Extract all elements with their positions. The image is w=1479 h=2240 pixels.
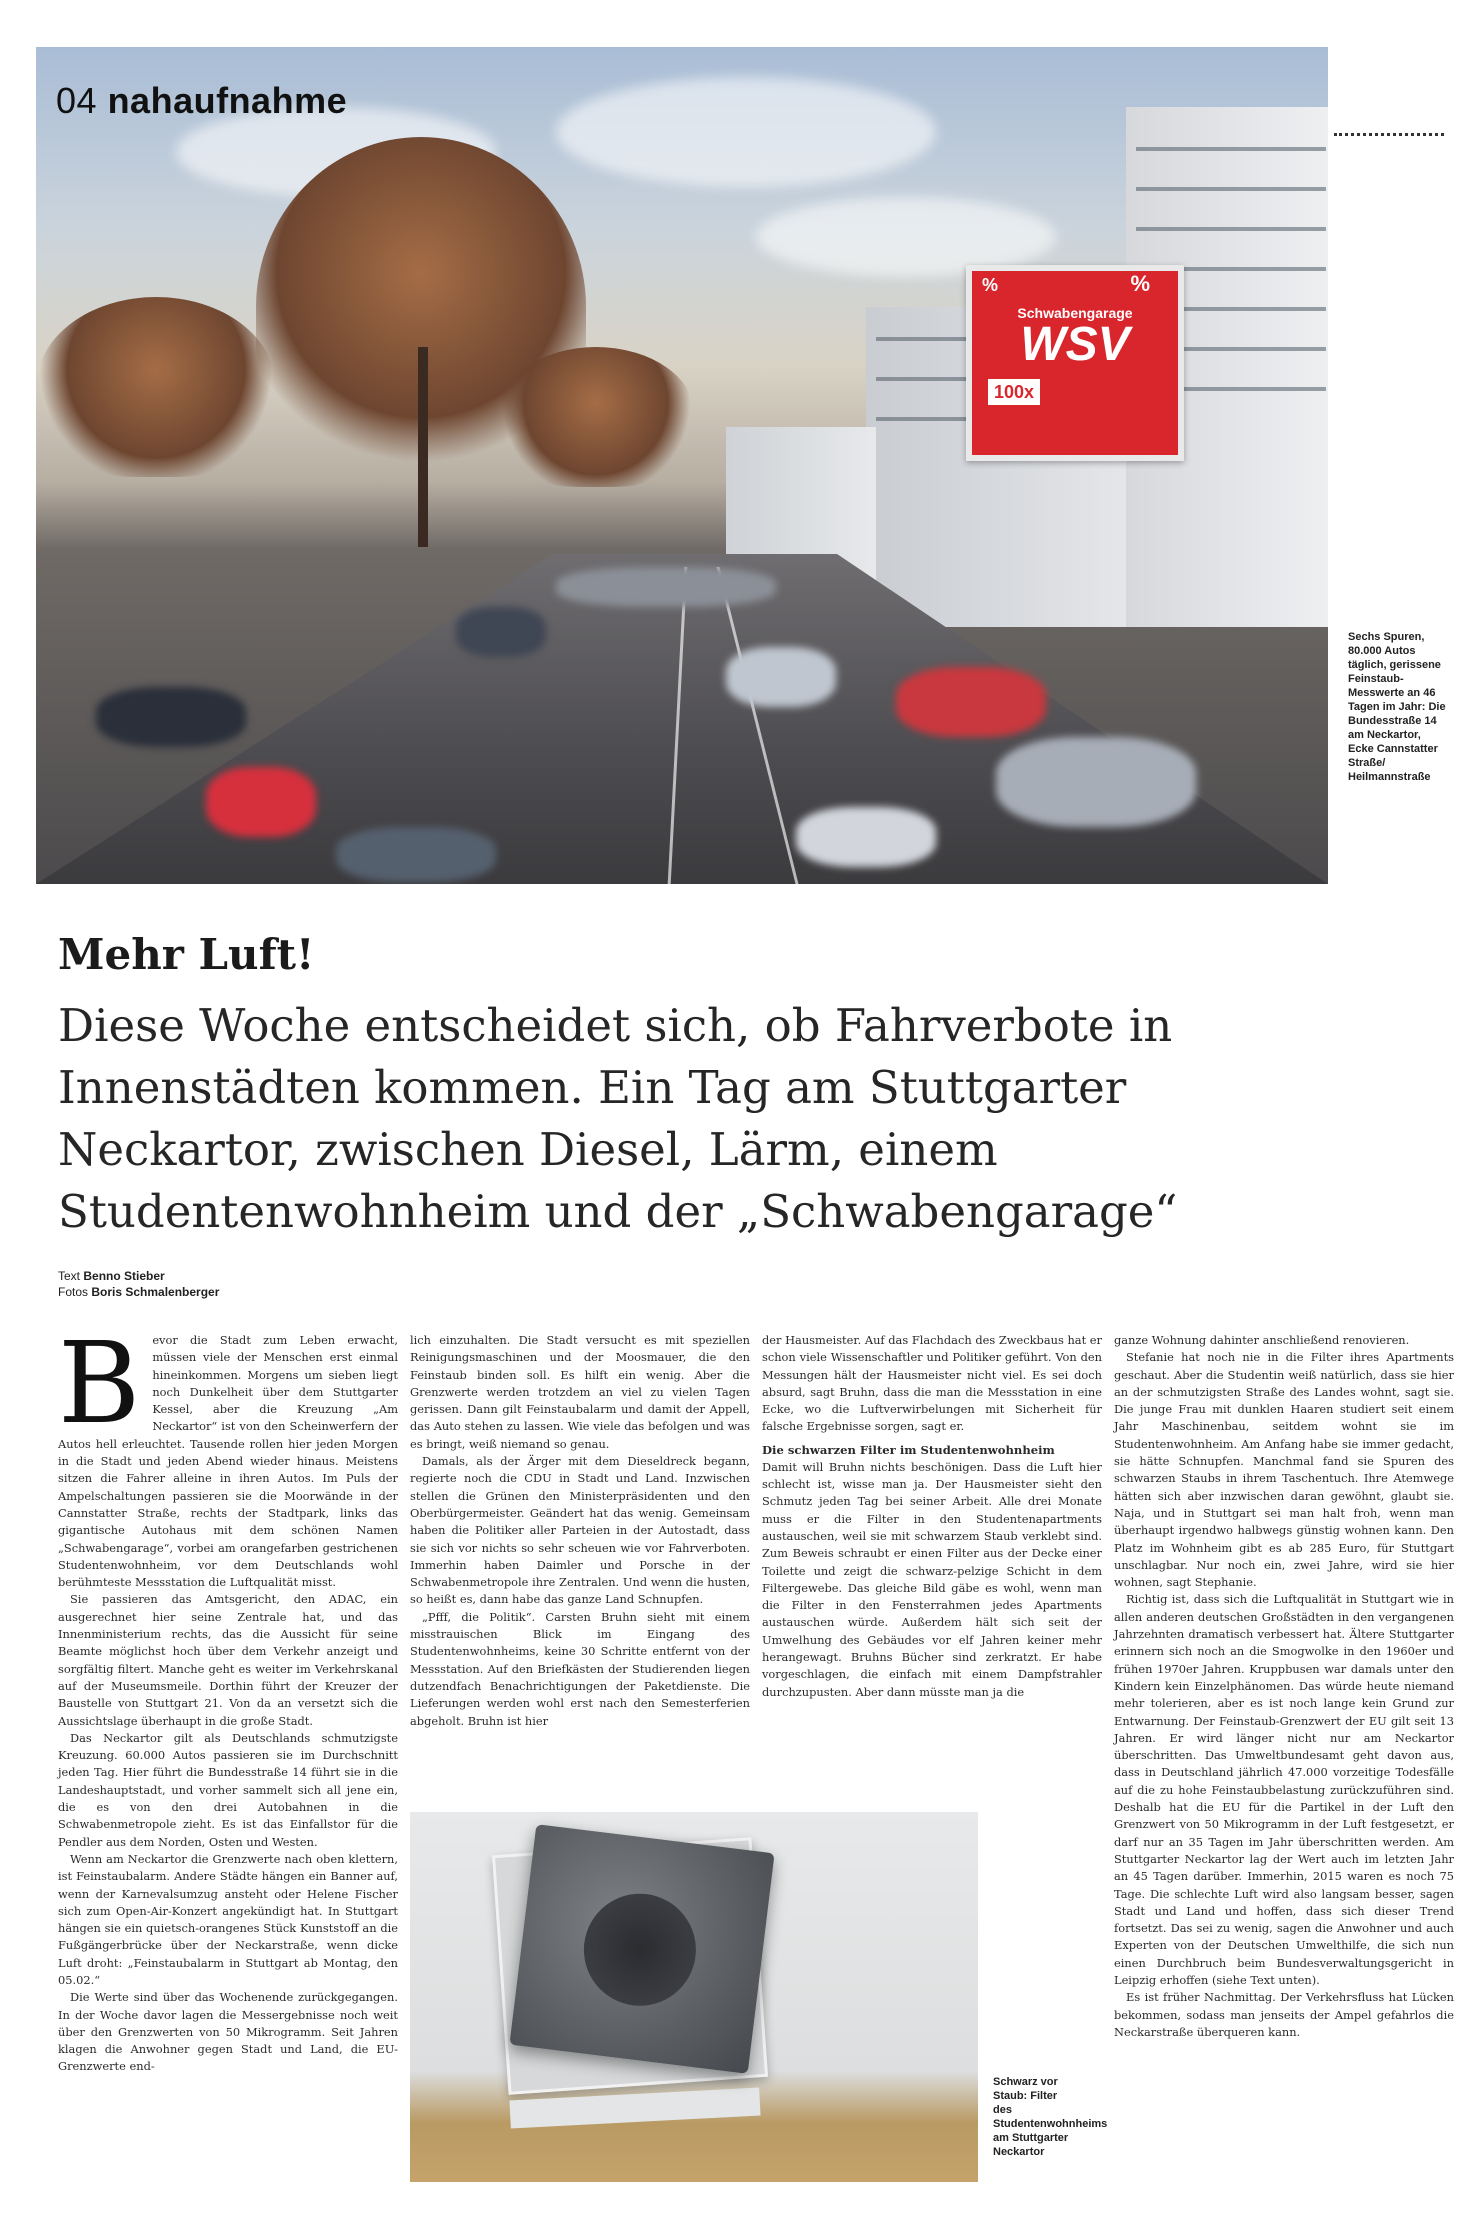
car: [456, 607, 546, 657]
paragraph: Die Werte sind über das Wochenende zurückgegangen. In der Woche davor lagen die Messergebnisse noch weit über den Grenzwerten von 50 Mikrogramm. Seit Jahren klagen die Anwohner gegen Stadt und Land, die EU-Grenzwerte end-: [58, 1990, 398, 2074]
hero-photo-caption: Sechs Spuren, 80.000 Autos täglich, gerissene Feinstaub-Messwerte an 46 Tagen im Jahr: Die Bundesstraße 14 am Neckartor, Ecke Cannstatter Straße/ Heilmannstraße: [1348, 631, 1446, 783]
section-name: nahaufnahme: [107, 80, 348, 121]
sky-cloud: [556, 77, 936, 187]
section-number: 04: [56, 80, 98, 121]
dirty-filter: [509, 1824, 774, 2074]
car: [336, 827, 496, 882]
paragraph: Das Neckartor gilt als Deutschlands schmutzigste Kreuzung. 60.000 Autos passieren sie im Durchschnitt jeden Tag. Hier führt die Bundesstraße 14 führt sie in die Landeshauptstadt, und vorher sammelt sich all jene ein, die es von den drei Autobahnen in die Schwabenmetropole zieht. Es ist das Einfallstor für die Pendler aus dem Norden, Osten und Westen.: [58, 1730, 398, 1849]
subheading: Die schwarzen Filter im Studentenwohnheim: [762, 1442, 1055, 1457]
credits: [58, 1268, 219, 1300]
dek: Diese Woche entscheidet sich, ob Fahrverbote in Innenstädten kommen. Ein Tag am Stuttgarter Neckartor, zwischen Diesel, Lärm, einem Studentenwohnheim und der „Schwabengarage“: [58, 999, 1178, 1238]
hero-photo: [36, 47, 1328, 884]
billboard-percent: %: [1130, 271, 1150, 296]
tree: [496, 347, 696, 487]
section-label: [56, 80, 347, 122]
filter-hole: [577, 1887, 702, 2012]
billboard-percent: %: [982, 275, 999, 295]
credit-text-label: Text: [58, 1269, 81, 1283]
dotted-rule: [1334, 133, 1444, 136]
article-column-1: [58, 1319, 398, 2076]
filter-base: [509, 2087, 760, 2128]
paragraph: Sie passieren das Amtsgericht, den ADAC, ein ausgerechnet hier seine Zentrale hat, und das Innenministerium rechts, das die Aussicht für seine Beamte möglichst hoch über dem Verkehr anzeigt und sorgfältig filtert. Manche geht es weiter im Verkehrskanal auf der Museumsmeile. Dorthin führt der Kreuzer der Baustelle von Stuttgart 21. Von da an versetzt sich die Aussichtslage überhaupt in die große Stadt.: [58, 1592, 398, 1728]
tree-trunk: [418, 347, 428, 547]
article-column-2: [410, 1332, 750, 1730]
paragraph: der Hausmeister. Auf das Flachdach des Zweckbaus hat er schon viele Wissenschaftler und Politiker geführt. Von den Messungen hält der Hausmeister nicht viel. Es sei doch absurd, sagt Bruhn, dass die man die Messstation in eine Ecke, wo die Luftverwirbelungen mit Sicherheit für falsche Ergebnisse sorgen, sagt er.: [762, 1333, 1102, 1434]
paragraph: „Pfff, die Politik“. Carsten Bruhn sieht mit einem misstrauischen Blick im Eingang des Studentenwohnheims, keine 30 Schritte entfernt von der Messstation. Auf den Briefkästen der Studierenden liegen dutzendfach Benachrichtigungen der Paketdienste. Die Lieferungen werden wohl erst nach den Semesterferien abgeholt. Bruhn ist hier: [410, 1609, 750, 1728]
credit-text-author: Benno Stieber: [83, 1269, 165, 1283]
article-column-4: [1114, 1332, 1454, 2041]
filter-photo: [410, 1812, 978, 2182]
car: [96, 687, 246, 747]
headline: Mehr Luft!: [58, 930, 315, 979]
paragraph: Wenn am Neckartor die Grenzwerte nach oben klettern, ist Feinstaubalarm. Andere Städte hängen ein Banner auf, wenn der Karnevalsumzug ansteht oder Helene Fischer sich zum Open-Air-Konzert angekündigt hat. In Stuttgart hängen sie ein quietsch-orangenes Stück Kunststoff an die Fußgängerbrücke über der Neckarstraße, wenn dicke Luft droht: „Feinstaubalarm in Stuttgart ab Montag, den 05.02.“: [58, 1851, 398, 1987]
paragraph: Damals, als der Ärger mit dem Dieseldreck begann, regierte noch die CDU in Stadt und Land. Inzwischen stellen die Grünen den Ministerpräsidenten und den Oberbürgermeister. Geändert hat das wenig. Gemeinsam haben die Politiker aller Parteien in der Autostadt, dass sie sich vor nichts so sehr scheuen wie vor Fahrverboten. Immerhin haben Daimler und Porsche in der Schwabenmetropole ihre Zentralen. Und wenn die husten, so heißt es, dann habe das ganze Land Schnupfen.: [410, 1454, 750, 1607]
car: [996, 737, 1196, 827]
tree: [36, 297, 276, 477]
filter-photo-caption: Schwarz vor Staub: Filter des Studentenwohnheims am Stuttgarter Neckartor: [993, 2076, 1108, 2158]
car: [896, 667, 1046, 737]
car-red: [206, 767, 316, 837]
paragraph: ganze Wohnung dahinter anschließend renovieren.: [1114, 1333, 1410, 1347]
car: [796, 807, 936, 867]
schwabengarage-billboard: [966, 265, 1184, 461]
billboard-badge: 100x: [988, 379, 1040, 405]
dropcap: B: [58, 1319, 141, 1449]
billboard-brand: Schwabengarage: [1017, 305, 1133, 321]
article-column-3: [762, 1332, 1102, 1701]
paragraph: lich einzuhalten. Die Stadt versucht es mit speziellen Reinigungsmaschinen und der Moosmauer, die den Feinstaub binden soll. Es hilft ein wenig. Aber die Grenzwerte werden trotzdem an viel zu vielen Tagen gerissen. Dann gilt Feinstaubalarm und damit der Appell, das Auto stehen zu lassen. Wie viele das befolgen und was es bringt, weiß niemand so genau.: [410, 1333, 750, 1451]
car: [726, 647, 836, 707]
paragraph: Richtig ist, dass sich die Luftqualität in Stuttgart wie in allen anderen deutschen Großstädten in den vergangenen Jahrzehnten dramatisch verbessert hat. Ältere Stuttgarter erinnern sich noch an die Smogwolke in den 1960er und frühen 1970er Jahren. Kruppbusen war damals unter den Kindern kein Einzelphänomen. Das würde heute niemand mehr tolerieren, aber es ist noch lange kein Grund zur Entwarnung. Der Feinstaub-Grenzwert der EU gilt seit 13 Jahren. Er wird länger nicht nur am Neckartor überschritten. Das Umweltbundesamt geht davon aus, dass in Deutschland jährlich 47.000 vorzeitige Todesfälle auf die zu hohe Feinstaubbelastung zurückzuführen sind. Deshalb hat die EU für die Partikel in der Luft den Grenzwert von 50 Mikrogramm in der Luft festgesetzt, er darf nur an 35 Tagen im Jahr überschritten werden. Am Stuttgarter Neckartor lag der Wert auch im letzten Jahr an 45 Tagen darüber. Immerhin, 2015 waren es noch 75 Tage. Die schlechte Luft wird also langsam besser, sagen Stadt und Land und hoffen, dass sich dieser Trend fortsetzt. Das sei zu wenig, sagen die Anwohner und auch Experten von der Deutschen Umwelthilfe, die sich nun einen Durchbruch beim Bundesverwaltungsgericht in Leipzig erhoffen (siehe Text unten).: [1114, 1592, 1454, 1987]
car: [556, 567, 776, 607]
billboard-headline: WSV: [1020, 318, 1130, 371]
paragraph: Es ist früher Nachmittag. Der Verkehrsfluss hat Lücken bekommen, sodass man jenseits der Ampel gefahrlos die Neckarstraße überqueren kann.: [1114, 1990, 1454, 2039]
paragraph: Stefanie hat noch nie in die Filter ihres Apartments geschaut. Aber die Studentin weiß natürlich, dass sie hier an der schmutzigsten Straße des Landes wohnt, sagt sie. Die junge Frau mit dunklen Haaren studiert seit einem Jahr Maschinenbau, seitdem wohnt sie im Studentenwohnheim. Am Anfang habe sie immer gedacht, sie hätte Schnupfen. Manchmal fand sie Spuren des schwarzen Staubs in ihrem Taschentuch. Ihre Atemwege hätten sich aber inzwischen daran gewöhnt, glaubt sie. Naja, und in Stuttgart sei man halt froh, wenn man überhaupt irgendwo halbwegs günstig wohnen kann. Den Platz im Wohnheim gibt es ab 285 Euro, für Stuttgart unschlagbar. Nur noch ein, zwei Jahre, wird sie hier wohnen, sagt Stephanie.: [1114, 1350, 1454, 1590]
paragraph: evor die Stadt zum Leben erwacht, müssen viele der Menschen erst einmal hineinkommen. Morgens um sieben liegt noch Dunkelheit über dem Stuttgarter Kessel, aber die Kreuzung „Am Neckartor“ ist von den Scheinwerfern der Autos hell erleuchtet. Tausende rollen hier jeden Morgen in die Stadt und jeden Abend wieder hinaus. Meistens sitzen die Fahrer alleine in ihren Autos. Im Puls der Ampelschaltungen passieren sie die Moorwände in der Cannstatter Straße, rechts der Stadtpark, links das gigantische Autohaus mit dem schönen Namen „Schwabengarage“, vorbei am orangefarben gestrichenen Studentenwohnheim, vor dem Deutschlands wohl berühmteste Messstation die Luftqualität misst.: [58, 1333, 398, 1590]
credit-photo-author: Boris Schmalenberger: [91, 1285, 220, 1299]
paragraph: Damit will Bruhn nichts beschönigen. Dass die Luft hier schlecht ist, wisse man ja. Der Hausmeister sieht den Schmutz jeden Tag bei seiner Arbeit. Alle drei Monate muss er die Filter in den Studentenapartments austauschen, weil sie mit schwarzem Staub verklebt sind. Zum Beweis schraubt er einen Filter aus der Decke einer Toilette und zeigt die schwarz-pelzige Schicht in dem Filtergewebe. Das gleiche Bild gäbe es wohl, wenn man die Filter in den Fensterrahmen jedes Apartments austauschen würde. Außerdem hält sich seit der Umwelhung des Gebäudes vor elf Jahren keiner mehr herangewagt. Bruhns Bücher sind zerkratzt. Er habe vorgeschlagen, die einfach mit einem Dampfstrahler durchzupusten. Aber dann müsste man ja die: [762, 1459, 1102, 1699]
credit-photo-label: Fotos: [58, 1285, 89, 1299]
